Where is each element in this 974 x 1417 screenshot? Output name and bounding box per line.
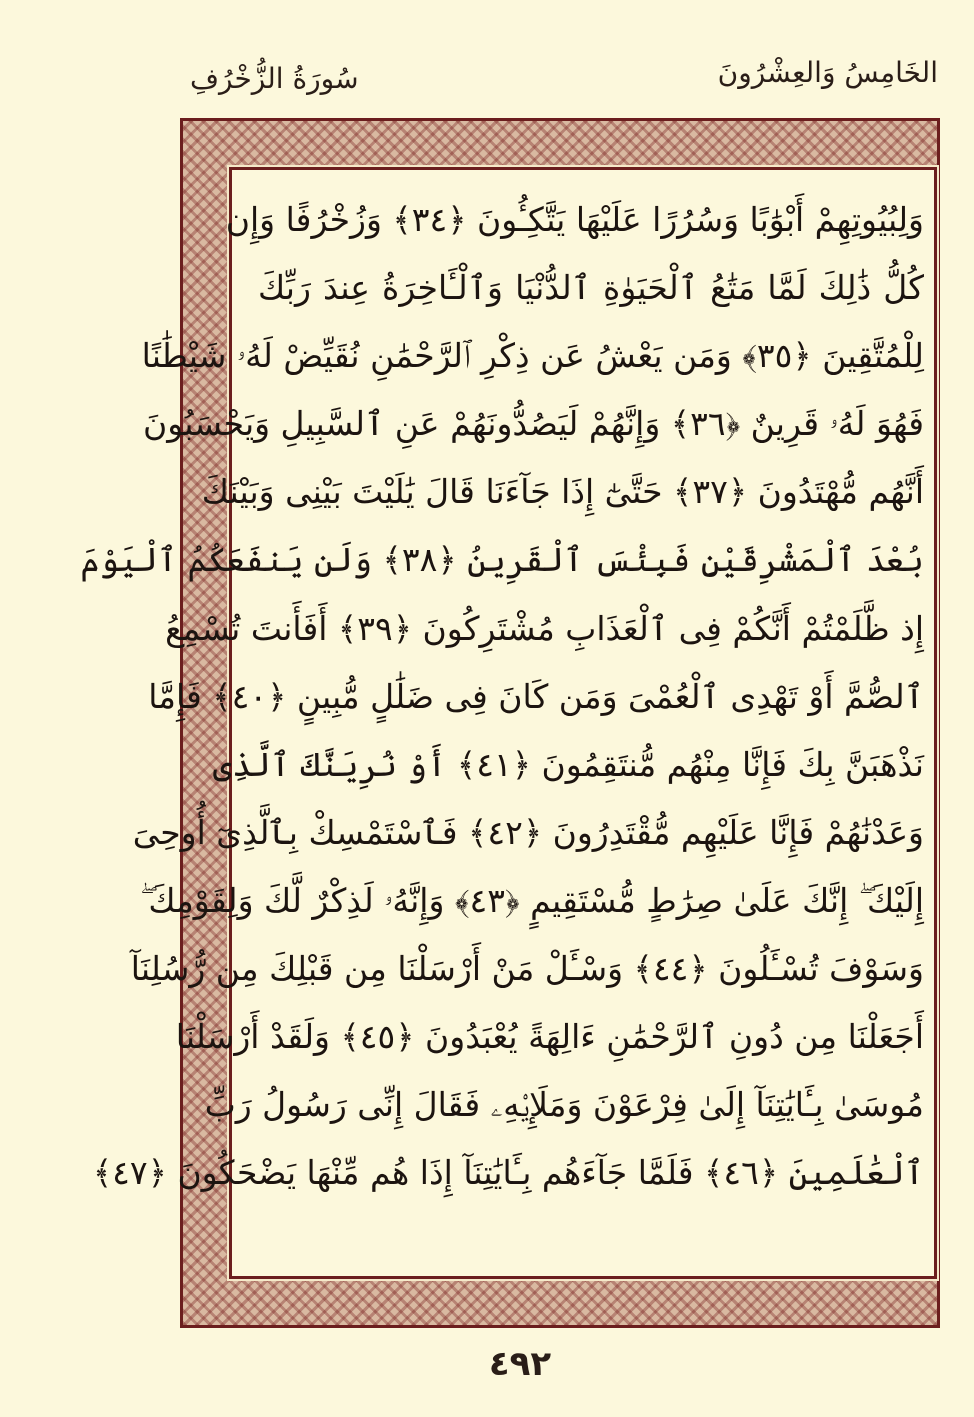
verse-line: وَعَدْنَٰهُمْ فَإِنَّا عَلَيْهِم مُّقْتَدِرُونَ ﴿٤٢﴾ فَٱسْتَمْسِكْ بِٱلَّذِىٓ أُوحِىَ: [132, 812, 924, 852]
verse-line: نَذْهَبَنَّ بِكَ فَإِنَّا مِنْهُم مُّنتَقِمُونَ ﴿٤١﴾ أَوْ نُرِيَنَّكَ ٱلَّذِى: [212, 744, 924, 784]
verse-line: ٱلْعَٰلَمِينَ ﴿٤٦﴾ فَلَمَّا جَآءَهُم بِـَٔايَٰتِنَآ إِذَا هُم مِّنْهَا يَضْحَكُونَ ﴿٤٧﴾: [92, 1153, 924, 1193]
verse-line: إِلَيْكَ ۖ إِنَّكَ عَلَىٰ صِرَٰطٍ مُّسْتَقِيمٍ ﴿٤٣﴾ وَإِنَّهُۥ لَذِكْرٌ لَّكَ وَلِقَوْمِكَ ۖ: [140, 880, 924, 920]
juz-title: الخَامِسُ وَالعِشْرُونَ: [717, 56, 938, 89]
verse-text-block: [80, 186, 932, 1276]
verse-line: كُلُّ ذَٰلِكَ لَمَّا مَتَٰعُ ٱلْحَيَوٰةِ ٱلدُّنْيَا وَٱلْـَٔاخِرَةُ عِندَ رَبِّكَ: [258, 268, 924, 308]
verse-line: أَنَّهُم مُّهْتَدُونَ ﴿٣٧﴾ حَتَّىٰٓ إِذَا جَآءَنَا قَالَ يَٰلَيْتَ بَيْنِى وَبَيْنَكَ: [201, 472, 924, 512]
page-number: ٤٩٢: [488, 1344, 552, 1384]
verse-line: أَجَعَلْنَا مِن دُونِ ٱلرَّحْمَٰنِ ءَالِهَةً يُعْبَدُونَ ﴿٤٥﴾ وَلَقَدْ أَرْسَلْنَا: [175, 1017, 924, 1057]
verse-line: ٱلصُّمَّ أَوْ تَهْدِى ٱلْعُمْىَ وَمَن كَانَ فِى ضَلَٰلٍ مُّبِينٍ ﴿٤٠﴾ فَإِمَّا: [148, 676, 924, 716]
verse-line: لِلْمُتَّقِينَ ﴿٣٥﴾ وَمَن يَعْشُ عَن ذِكْرِ ٱلرَّحْمَٰنِ نُقَيِّضْ لَهُۥ شَيْطَٰنًا: [141, 336, 924, 376]
verse-line: مُوسَىٰ بِـَٔايَٰتِنَآ إِلَىٰ فِرْعَوْنَ وَمَلَإِي۟هِۦ فَقَالَ إِنِّى رَسُولُ رَبِّ: [204, 1085, 924, 1125]
surah-title: سُورَةُ الزُّخْرُفِ: [190, 62, 359, 95]
verse-line: إِذ ظَّلَمْتُمْ أَنَّكُمْ فِى ٱلْعَذَابِ مُشْتَرِكُونَ ﴿٣٩﴾ أَفَأَنتَ تُسْمِعُ: [165, 608, 924, 648]
verse-line: بُعْدَ ٱلْمَشْرِقَيْنِ فَبِئْسَ ٱلْقَرِينُ ﴿٣٨﴾ وَلَن يَنفَعَكُمُ ٱلْيَوْمَ: [80, 540, 924, 580]
verse-line: وَلِبُيُوتِهِمْ أَبْوَٰبًا وَسُرُرًا عَلَيْهَا يَتَّكِـُٔونَ ﴿٣٤﴾ وَزُخْرُفًا وَإِن: [225, 200, 924, 239]
verse-line: وَسَوْفَ تُسْـَٔلُونَ ﴿٤٤﴾ وَسْـَٔلْ مَنْ أَرْسَلْنَا مِن قَبْلِكَ مِن رُّسُلِنَآ: [130, 949, 924, 989]
verse-line: فَهُوَ لَهُۥ قَرِينٌ ﴿٣٦﴾ وَإِنَّهُمْ لَيَصُدُّونَهُمْ عَنِ ٱلسَّبِيلِ وَيَحْسَبُونَ: [142, 404, 924, 444]
